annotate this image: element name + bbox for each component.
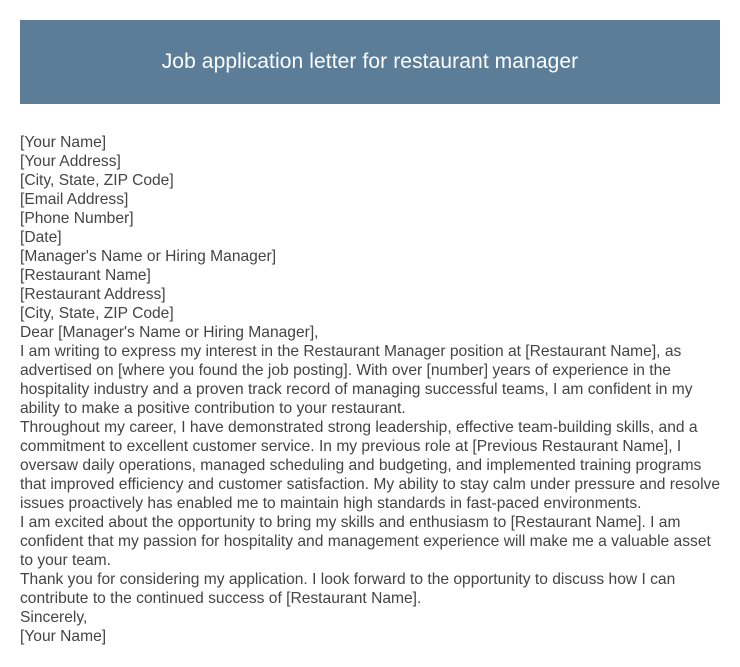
recipient-name: [Manager's Name or Hiring Manager] — [20, 248, 277, 265]
signature: [Your Name] — [20, 628, 107, 645]
page-title: Job application letter for restaurant manager — [161, 50, 579, 73]
paragraph-experience: Throughout my career, I have demonstrated strong leadership, effective team-building skills, and a commitment to excellent customer service. In my previous role at [Previous Restaurant Name], I oversaw daily operations, managed scheduling and budgeting, and implemented training programs that improved efficiency and customer satisfaction. My ability to stay calm under pressure and resolve issues proactively has enabled me to maintain high standards in fast-paced environments. — [20, 419, 721, 512]
paragraph-thanks: Thank you for considering my application. I look forward to the opportunity to discuss how I can contribute to the continued success of [Restaurant Name]. — [20, 571, 676, 607]
closing: Sincerely, — [20, 609, 88, 626]
sender-address: [Your Address] — [20, 153, 121, 170]
letter-body — [20, 133, 725, 646]
recipient-address: [Restaurant Address] — [20, 286, 166, 303]
letter-date: [Date] — [20, 229, 62, 246]
sender-email: [Email Address] — [20, 191, 129, 208]
header-banner — [20, 20, 720, 104]
sender-name: [Your Name] — [20, 134, 107, 151]
paragraph-enthusiasm: I am excited about the opportunity to bring my skills and enthusiasm to [Restaurant Name]. I am confident that my passion for hospitality and management experience will make me a valuable asset to your team. — [20, 514, 711, 569]
recipient-restaurant: [Restaurant Name] — [20, 267, 151, 284]
sender-phone: [Phone Number] — [20, 210, 134, 227]
salutation: Dear [Manager's Name or Hiring Manager], — [20, 324, 319, 341]
paragraph-intro: I am writing to express my interest in the Restaurant Manager position at [Restaurant Name], as advertised on [where you found the job posting]. With over [number] years of experience in the hospitality industry and a proven track record of managing successful teams, I am confident in my ability to make a positive contribution to your restaurant. — [20, 343, 693, 417]
sender-city-state-zip: [City, State, ZIP Code] — [20, 172, 174, 189]
recipient-city-state-zip: [City, State, ZIP Code] — [20, 305, 174, 322]
